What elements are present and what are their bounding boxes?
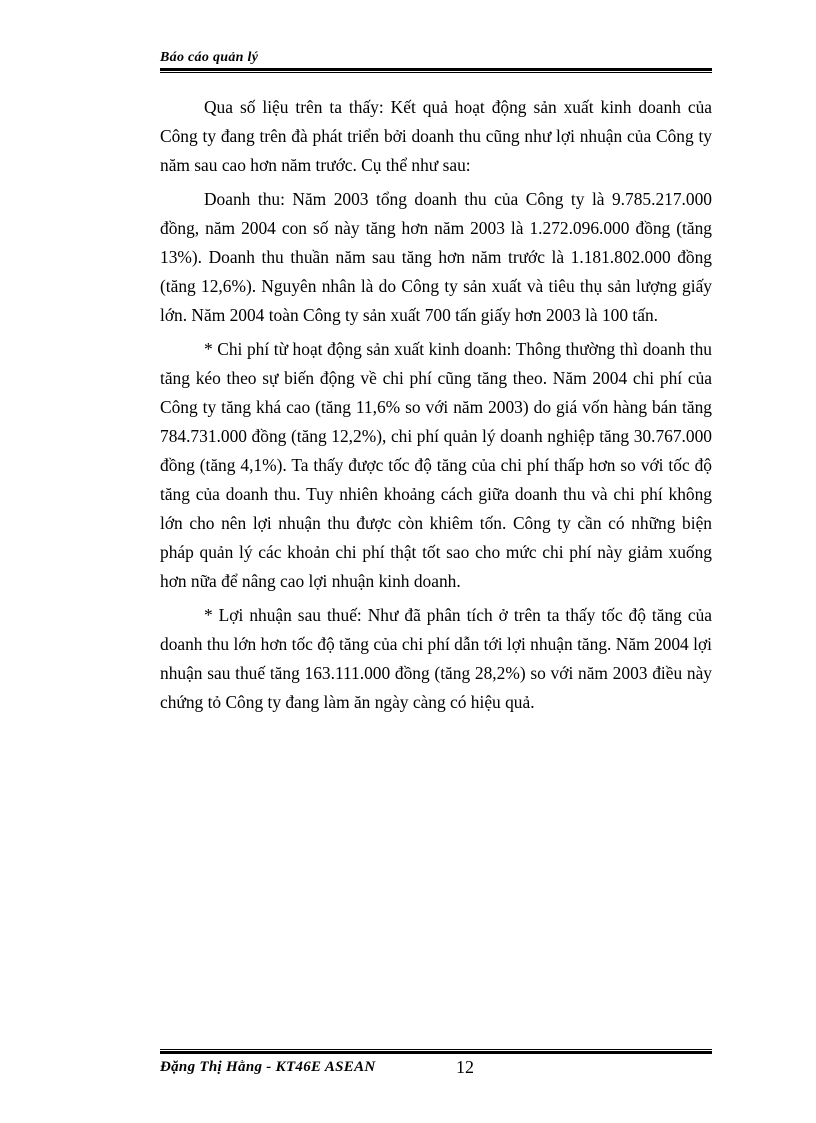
page-number: 12 xyxy=(456,1057,474,1077)
header-rule-thick xyxy=(160,68,712,71)
paragraph-profit: * Lợi nhuận sau thuế: Như đã phân tích ở trên ta thấy tốc độ tăng của doanh thu lớn hơn tốc độ tăng của chi phí dẫn tới lợi nhuận tăng. Năm 2004 lợi nhuận sau thuế tăng 163.111.000 đồng (tăng 28,2%) so với năm 2003 điều này chứng tỏ Công ty đang làm ăn ngày càng có hiệu quả. xyxy=(160,605,712,712)
paragraph-costs: * Chi phí từ hoạt động sản xuất kinh doanh: Thông thường thì doanh thu tăng kéo theo sự biến động về chi phí cũng tăng theo. Năm 2004 chi phí của Công ty tăng khá cao (tăng 11,6% so với năm 2003) do giá vốn hàng bán tăng 784.731.000 đồng (tăng 12,2%), chi phí quản lý doanh nghiệp tăng 30.767.000 đồng (tăng 4,1%). Ta thấy được tốc độ tăng của chi phí thấp hơn so với tốc độ tăng của doanh thu. Tuy nhiên khoảng cách giữa doanh thu và chi phí không lớn cho nên lợi nhuận thu được còn khiêm tốn. Công ty cần có những biện pháp quản lý các khoản chi phí thật tốt sao cho mức chi phí này giảm xuống hơn nữa để nâng cao lợi nhuận kinh doanh. xyxy=(160,339,712,591)
footer-rule-thin xyxy=(160,1049,712,1050)
paragraph-revenue: Doanh thu: Năm 2003 tổng doanh thu của Công ty là 9.785.217.000 đồng, năm 2004 con số này tăng hơn năm 2003 là 1.272.096.000 đồng (tăng 13%). Doanh thu thuần năm sau tăng hơn năm trước là 1.181.802.000 đồng (tăng 12,6%). Nguyên nhân là do Công ty sản xuất và tiêu thụ sản lượng giấy lớn. Năm 2004 toàn Công ty sản xuất 700 tấn giấy hơn 2003 là 100 tấn. xyxy=(160,189,712,325)
header-title: Báo cáo quản lý xyxy=(160,50,259,65)
page-footer xyxy=(160,1053,712,1081)
page-header xyxy=(160,46,712,68)
header-rule-thin xyxy=(160,72,712,73)
paragraph-summary: Qua số liệu trên ta thấy: Kết quả hoạt động sản xuất kinh doanh của Công ty đang trên đà phát triển bởi doanh thu cũng như lợi nhuận của Công ty năm sau cao hơn năm trước. Cụ thể như sau: xyxy=(160,97,712,175)
footer-author: Đặng Thị Hằng - KT46E ASEAN xyxy=(160,1059,376,1075)
document-body xyxy=(160,93,712,722)
